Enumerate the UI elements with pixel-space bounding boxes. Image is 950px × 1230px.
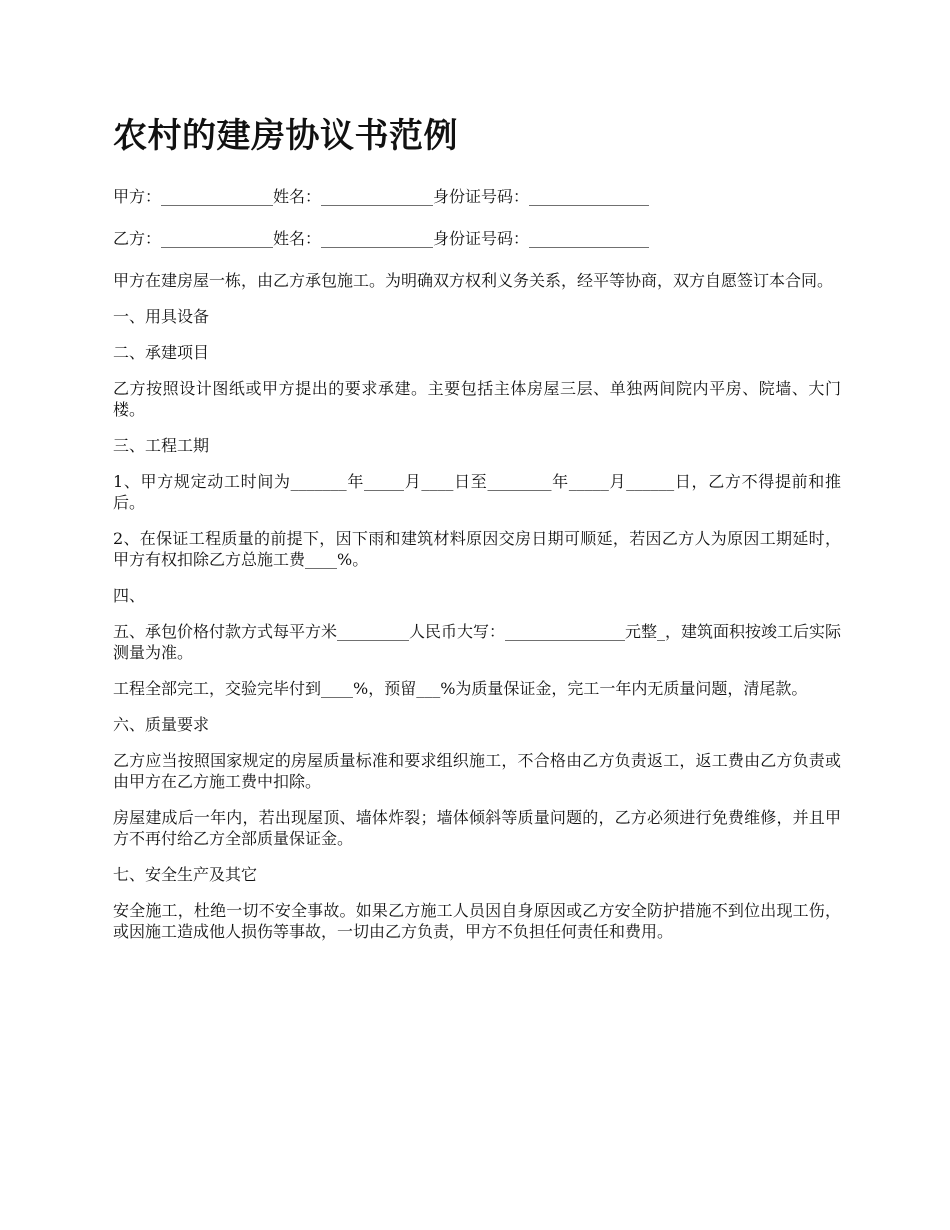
quality-paragraph-2: 房屋建成后一年内，若出现屋顶、墙体炸裂；墙体倾斜等质量问题的，乙方必须进行免费维修，并且甲方不再付给乙方全部质量保证金。 [113, 808, 841, 848]
schedule-clause-1: 1、甲方规定动工时间为_______年_____月____日至________年_____月______日，乙方不得提前和推后。 [113, 472, 841, 512]
section-heading-schedule: 三、工程工期 [113, 436, 210, 455]
section-heading-equipment: 一、用具设备 [113, 307, 210, 326]
section-heading-payment: 五、承包价格付款方式每平方米_________人民币大写：_______________元整_，建筑面积按竣工后实际测量为准。 [113, 622, 842, 662]
document-title: 农村的建房协议书范例 [113, 116, 458, 156]
safety-paragraph: 安全施工，杜绝一切不安全事故。如果乙方施工人员因自身原因或乙方安全防护措施不到位出现工伤，或因施工造成他人损伤等事故，一切由乙方负责，甲方不负担任何责任和费用。 [113, 901, 841, 941]
project-paragraph: 乙方按照设计图纸或甲方提出的要求承建。主要包括主体房屋三层、单独两间院内平房、院墙、大门楼。 [113, 379, 841, 419]
party-b-line: 乙方：______________姓名：______________身份证号码：_______________ [113, 229, 650, 248]
payment-paragraph: 工程全部完工，交验完毕付到____%，预留___%为质量保证金，完工一年内无质量问题，清尾款。 [113, 679, 808, 698]
document-page [113, 112, 841, 957]
quality-paragraph-1: 乙方应当按照国家规定的房屋质量标准和要求组织施工，不合格由乙方负责返工，返工费由乙方负责或由甲方在乙方施工费中扣除。 [113, 751, 841, 791]
section-heading-project: 二、承建项目 [113, 343, 210, 362]
section-heading-four: 四、 [113, 586, 146, 605]
section-heading-quality: 六、质量要求 [113, 715, 210, 734]
schedule-clause-2: 2、在保证工程质量的前提下，因下雨和建筑材料原因交房日期可顺延，若因乙方人为原因工期延时，甲方有权扣除乙方总施工费____%。 [113, 529, 841, 569]
party-a-line: 甲方：______________姓名：______________身份证号码：_______________ [113, 187, 650, 206]
intro-paragraph: 甲方在建房屋一栋，由乙方承包施工。为明确双方权利义务关系，经平等协商，双方自愿签订本合同。 [113, 271, 834, 290]
section-heading-safety: 七、安全生产及其它 [113, 865, 258, 884]
